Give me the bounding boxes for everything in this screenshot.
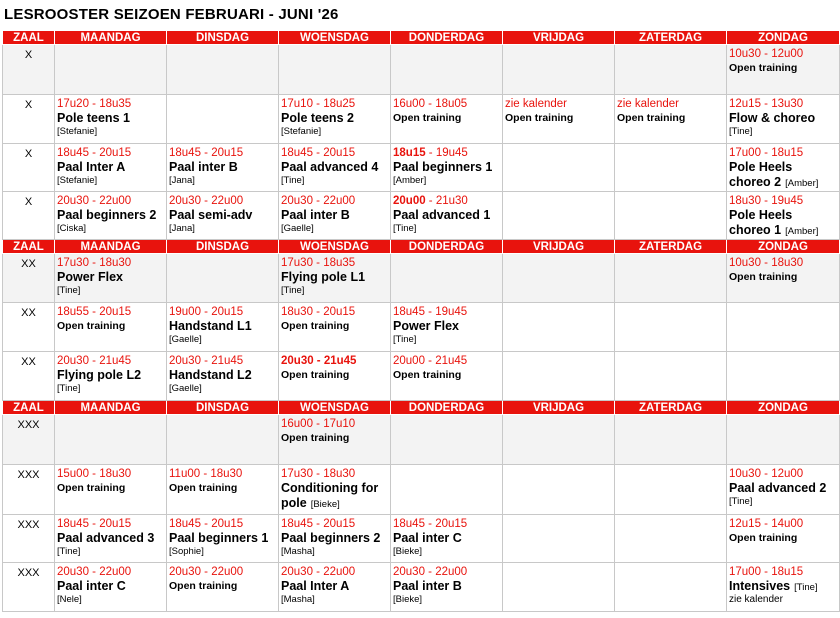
class-instructor: [Amber] [785,226,819,237]
class-time: 18u45 - 20u15 [281,518,356,530]
class-name: Open training [393,369,462,381]
class-time: 17u00 - 18u15 [729,147,804,159]
class-instructor: [Jana] [169,223,195,234]
class-name: Paal inter C [393,531,462,545]
class-cell [615,144,727,192]
class-cell [55,515,167,563]
class-cell [279,254,391,303]
class-name: Paal inter B [393,579,462,593]
class-cell [615,563,727,612]
class-instructor: [Ciska] [57,223,87,234]
class-time: 17u20 - 18u35 [57,98,132,110]
class-cell [167,95,279,144]
class-instructor: [Stefanie] [57,175,98,186]
class-cell [279,45,391,95]
class-cell [503,144,615,192]
schedule-row [3,254,840,303]
class-name-line2: pole [Bieke] [281,496,340,510]
class-cell [167,563,279,612]
class-cell [391,95,503,144]
class-name: Paal inter B [281,208,350,222]
class-cell [727,192,840,240]
column-header-day: ZATERDAG [615,240,727,254]
class-cell [279,352,391,401]
class-name: Open training [281,320,350,332]
class-instructor: [Gaelle] [281,223,314,234]
class-instructor: [Gaelle] [169,334,202,345]
class-time: 15u00 - 18u30 [57,468,132,480]
class-time: 20u00 - 21u45 [393,355,468,367]
schedule-row [3,515,840,563]
class-time: 18u15 - 19u45 [393,147,468,159]
class-cell [279,303,391,352]
page-title: LESROOSTER SEIZOEN FEBRUARI - JUNI '26 [4,6,339,23]
class-name: Flow & choreo [729,111,816,125]
schedule-row [3,415,840,465]
class-instructor: [Tine] [281,285,305,296]
class-name: Power Flex [393,319,459,333]
class-cell [279,515,391,563]
class-cell [727,352,840,401]
class-cell [503,465,615,515]
class-time: 17u00 - 18u15 [729,566,804,578]
class-name: Open training [729,532,798,544]
class-time: 18u45 - 20u15 [281,147,356,159]
class-name: Power Flex [57,270,123,284]
class-cell [55,465,167,515]
class-instructor: [Tine] [393,334,417,345]
class-time: 12u15 - 14u00 [729,518,804,530]
class-name: Open training [57,482,126,494]
class-time: 18u45 - 20u15 [57,147,132,159]
class-cell [615,95,727,144]
class-cell [167,515,279,563]
class-cell [615,352,727,401]
column-header-zaal: ZAAL [3,31,55,45]
column-header-day: DONDERDAG [391,31,503,45]
class-name: Open training [281,432,350,444]
class-instructor: [Jana] [169,175,195,186]
column-header-day: MAANDAG [55,31,167,45]
class-time: 16u00 - 18u05 [393,98,468,110]
class-name: Open training [57,320,126,332]
class-name: Open training [729,271,798,283]
schedule-row [3,303,840,352]
class-cell [727,254,840,303]
class-name: Handstand L2 [169,368,252,382]
column-header-day: WOENSDAG [279,240,391,254]
class-cell [167,45,279,95]
class-name: Paal beginners 2 [281,531,381,545]
class-cell [55,95,167,144]
column-header-day: WOENSDAG [279,31,391,45]
class-time: 20u30 - 22u00 [393,566,468,578]
class-cell [503,515,615,563]
class-cell [503,303,615,352]
zaal-cell: XXX [3,415,55,465]
column-header-day: DINSDAG [167,240,279,254]
class-cell [503,254,615,303]
class-instructor: [Stefanie] [57,126,98,137]
class-cell [391,563,503,612]
class-time: 18u30 - 19u45 [729,195,804,207]
class-name: Pole Heels [729,208,793,222]
class-instructor: [Bieke] [393,594,423,605]
class-time: 20u30 - 22u00 [57,195,132,207]
class-cell [391,192,503,240]
class-cell [55,352,167,401]
column-header-day: DONDERDAG [391,401,503,415]
class-cell [55,415,167,465]
class-name: Handstand L1 [169,319,252,333]
column-header-day: DINSDAG [167,401,279,415]
zaal-cell: XX [3,352,55,401]
class-time: 20u00 - 21u30 [393,195,468,207]
class-name-line2: choreo 1 [Amber] [729,223,819,237]
class-cell [727,144,840,192]
class-time: 17u30 - 18u30 [281,468,356,480]
class-cell [391,352,503,401]
class-time: zie kalender [617,98,680,110]
class-time-start: 18u15 [393,147,426,159]
class-name: Open training [169,580,238,592]
schedule-row [3,95,840,144]
class-instructor: [Bieke] [393,546,423,557]
class-cell [55,144,167,192]
class-time: 17u30 - 18u30 [57,257,132,269]
zaal-cell: X [3,95,55,144]
class-name: Conditioning for [281,481,379,495]
class-cell [391,415,503,465]
class-name: Paal inter B [169,160,238,174]
class-name: Pole teens 1 [57,111,130,125]
class-cell [167,144,279,192]
class-name: Paal beginners 1 [393,160,493,174]
class-cell [167,192,279,240]
class-name: Paal semi-adv [169,208,253,222]
class-instructor: [Amber] [393,175,427,186]
class-cell [503,192,615,240]
column-header-day: ZATERDAG [615,401,727,415]
class-time: 16u00 - 17u10 [281,418,356,430]
class-cell [615,192,727,240]
column-header-day: ZONDAG [727,240,840,254]
zaal-cell: XX [3,303,55,352]
class-cell [55,563,167,612]
class-time: 19u00 - 20u15 [169,306,244,318]
class-time: 10u30 - 18u30 [729,257,804,269]
class-cell [55,254,167,303]
column-header-zaal: ZAAL [3,240,55,254]
class-instructor: [Tine] [393,223,417,234]
zaal-cell: X [3,45,55,95]
schedule-row [3,45,840,95]
class-time: zie kalender [505,98,568,110]
class-cell [503,352,615,401]
class-cell [727,45,840,95]
class-name: Paal Inter A [57,160,126,174]
column-header-zaal: ZAAL [3,401,55,415]
class-instructor: [Sophie] [169,546,204,557]
class-time: 20u30 - 22u00 [169,195,244,207]
class-name: Paal advanced 2 [729,481,827,495]
class-instructor: [Tine] [57,546,81,557]
class-cell [279,415,391,465]
class-instructor: [Tine] [57,383,81,394]
class-cell [279,144,391,192]
column-header-day: VRIJDAG [503,31,615,45]
class-instructor: [Tine] [57,285,81,296]
class-cell [167,254,279,303]
column-header-day: VRIJDAG [503,401,615,415]
column-header-day: ZONDAG [727,401,840,415]
class-name: Pole Heels [729,160,793,174]
class-time: 20u30 - 22u00 [281,195,356,207]
class-instructor: [Tine] [281,175,305,186]
class-cell [391,45,503,95]
class-name: Open training [393,112,462,124]
class-cell [727,515,840,563]
class-time: 20u30 - 21u45 [281,355,357,367]
header-row [3,240,840,254]
class-name: Open training [505,112,574,124]
schedule-row [3,465,840,515]
class-time: 20u30 - 21u45 [57,355,132,367]
class-time: 18u45 - 20u15 [169,518,244,530]
class-name: Paal Inter A [281,579,350,593]
column-header-day: VRIJDAG [503,240,615,254]
class-time: 20u30 - 22u00 [57,566,132,578]
class-name: Flying pole L2 [57,368,142,382]
class-cell [391,254,503,303]
class-cell [55,303,167,352]
class-time: 20u30 - 22u00 [169,566,244,578]
class-name: Paal beginners 1 [169,531,269,545]
class-cell [503,563,615,612]
class-cell [615,45,727,95]
class-instructor: [Bieke] [310,499,340,510]
zaal-cell: XXX [3,563,55,612]
class-cell [615,515,727,563]
class-name: Intensives [Tine] [729,579,818,593]
class-name: Paal advanced 3 [57,531,155,545]
zaal-cell: XXX [3,515,55,563]
class-cell [391,515,503,563]
class-time: 18u45 - 20u15 [169,147,244,159]
class-instructor: [Tine] [729,496,753,507]
class-instructor: [Masha] [281,546,315,557]
class-instructor: [Masha] [281,594,315,605]
class-cell [727,563,840,612]
class-name: Paal advanced 4 [281,160,379,174]
class-cell [615,415,727,465]
zaal-cell: XX [3,254,55,303]
class-instructor: [Stefanie] [281,126,322,137]
class-cell [391,303,503,352]
class-time: 10u30 - 12u00 [729,468,804,480]
class-time: 18u55 - 20u15 [57,306,132,318]
class-cell [279,465,391,515]
class-time: 18u45 - 19u45 [393,306,468,318]
schedule-row [3,144,840,192]
class-instructor: [Gaelle] [169,383,202,394]
class-cell [55,45,167,95]
class-instructor: [Amber] [785,178,819,189]
class-cell [503,415,615,465]
class-name: Open training [281,369,350,381]
class-cell [727,465,840,515]
class-instructor: [Nele] [57,594,82,605]
class-name-line2: choreo 2 [Amber] [729,175,819,189]
class-time: 20u30 - 21u45 [169,355,244,367]
class-cell [391,465,503,515]
class-time: 17u10 - 18u25 [281,98,356,110]
class-name: Open training [169,482,238,494]
column-header-day: MAANDAG [55,240,167,254]
class-cell [167,465,279,515]
class-cell [503,95,615,144]
class-cell [55,192,167,240]
class-cell [727,303,840,352]
class-cell [167,352,279,401]
column-header-day: DONDERDAG [391,240,503,254]
class-time: 18u45 - 20u15 [393,518,468,530]
class-cell [615,465,727,515]
class-cell [167,415,279,465]
class-time: 20u30 - 22u00 [281,566,356,578]
class-name: Pole teens 2 [281,111,354,125]
class-time: 18u45 - 20u15 [57,518,132,530]
class-name: Open training [617,112,686,124]
class-name: Paal advanced 1 [393,208,491,222]
class-cell [503,45,615,95]
class-time: 10u30 - 12u00 [729,48,804,60]
column-header-day: ZONDAG [727,31,840,45]
class-instructor: [Tine] [794,582,818,593]
column-header-day: MAANDAG [55,401,167,415]
column-header-day: WOENSDAG [279,401,391,415]
class-cell [391,144,503,192]
class-cell [279,95,391,144]
class-cell [167,303,279,352]
zaal-cell: X [3,192,55,240]
class-cell [727,415,840,465]
class-time: 17u30 - 18u35 [281,257,356,269]
class-cell [279,563,391,612]
schedule-table [2,30,840,612]
class-name: Paal inter C [57,579,126,593]
class-cell [615,254,727,303]
class-cell [279,192,391,240]
header-row [3,31,840,45]
class-name: Paal beginners 2 [57,208,157,222]
column-header-day: DINSDAG [167,31,279,45]
class-note: zie kalender [729,594,783,605]
class-name: Flying pole L1 [281,270,366,284]
class-cell [727,95,840,144]
column-header-day: ZATERDAG [615,31,727,45]
class-name: Open training [729,62,798,74]
class-instructor: [Tine] [729,126,753,137]
class-cell [615,303,727,352]
class-time: 11u00 - 18u30 [169,468,243,480]
schedule-row [3,192,840,240]
schedule-row [3,352,840,401]
zaal-cell: XXX [3,465,55,515]
zaal-cell: X [3,144,55,192]
class-time: 12u15 - 13u30 [729,98,804,110]
class-time: 18u30 - 20u15 [281,306,356,318]
header-row [3,401,840,415]
class-time-start: 20u00 [393,195,426,207]
schedule-row [3,563,840,612]
